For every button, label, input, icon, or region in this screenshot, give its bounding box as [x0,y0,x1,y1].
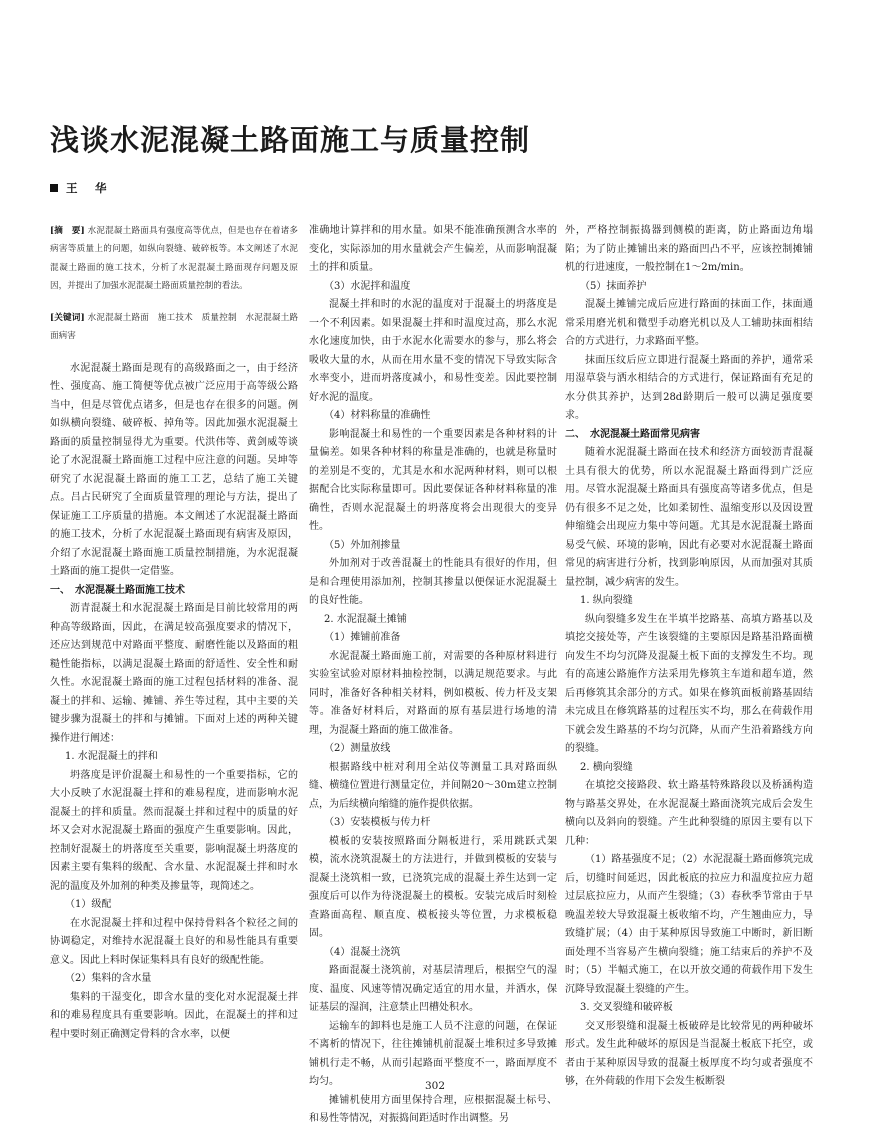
body-paragraph: 影响混凝土和易性的一个重要因素是各种材料的计量偏差。如果各种材料的称量是准确的，也就是称量时的差别是不变的，尤其是水和水泥两种材料，则可以根据配合比实际称量即可。因此要保证各种材料称量的准确性，否则水泥混凝土的坍落度将会出现很大的变异性。 [309,428,557,532]
body-paragraph: 集料的干湿变化，即含水量的变化对水泥混凝土拌和的难易程度具有重要影响。因此，在混凝土的拌和过程中要时刻正确测定骨料的含水率，以便 [50,991,298,1040]
page-number: 302 [424,1080,446,1092]
column-3-body [565,222,813,1092]
body-paragraph: 路面混凝土浇筑前，对基层清理后，根据空气的湿度、温度、风速等情况确定适宜的用水量，并洒水，保证基层的湿润，注意禁止凹槽处积水。 [309,965,557,1013]
column-1 [50,222,298,1044]
subsection-heading: （3）水泥拌和温度 [324,280,411,292]
body-paragraph: 外，严格控制振捣器到侧模的距离，防止路面边角塌陷；为了防止摊铺出来的路面凹凸不平，应该控制摊铺机的行进速度，一般控制在1～2m/min。 [565,225,813,273]
subsection-heading: 2. 横向裂缝 [580,761,633,773]
author-line [50,180,110,196]
body-paragraph: 外加剂对于改善混凝土的性能具有很好的作用，但是和合理使用添加剂，控制其掺量以便保证水泥混凝土的良好性能。 [309,558,557,606]
subsection-heading: （3）安装模板与传力杆 [324,817,431,828]
keywords [50,309,298,346]
subsection-heading: （2）集料的含水量 [65,973,152,985]
subsection-heading: 3. 交叉裂缝和破碎板 [580,1002,673,1013]
column-1-body [50,360,298,1045]
body-paragraph: 根据路线中桩对利用全站仪等测量工具对路面纵缝、横缝位置进行测量定位，并间隔20～30m建立控制点，为后续横向缩缝的施作提供依据。 [309,761,557,810]
subsection-heading: （2）测量放线 [324,743,391,754]
body-paragraph: 运输车的卸料也是施工人员不注意的问题，在保证不离析的情况下，往往摊铺机前混凝土堆积过多导致摊铺机行走不畅，从而引起路面平整度不一，路面厚度不均匀。 [309,1020,557,1087]
subsection-heading: （1）级配 [65,899,112,911]
abstract [50,222,298,295]
subsection-heading: （4）混凝土浇筑 [324,946,401,958]
subsection-heading: 2. 水泥混凝土摊铺 [324,613,407,625]
subsection-heading: （5）外加剂掺量 [324,539,401,551]
article-title: 浅谈水泥混凝土路面施工与质量控制 [50,123,531,157]
body-paragraph: 混凝土拌和时的水泥的温度对于混凝土的坍落度是一个不利因素。如果混凝土拌和时温度过高，那么水泥水化速度加快，由于水泥水化需要水的参与，那么将会吸收大量的水，从而在用水量不变的情况下导致实际含水率变小，进而坍落度减小，和易性变差。因此要控制好水泥的温度。 [309,299,557,403]
subsection-heading: （5）抹面养护 [580,280,647,292]
body-paragraph: 坍落度是评价混凝土和易性的一个重要指标，它的大小反映了水泥混凝土拌和的难易程度，进而影响水泥混凝土的拌和质量。然而混凝土拌和过程中的质量的好坏又会对水泥混凝土路面的强度产生重要影响。因此，控制好混凝土的坍落度至关重要，影响混凝土坍落度的因素主要有集料的级配、含水量、水泥混凝土拌和时水泥的温度及外加剂的种类及掺量等，现简述之。 [50,769,298,892]
body-paragraph: 沥青混凝土和水泥混凝土路面是目前比较常用的两种高等级路面，因此，在满足较高强度要求的情况下，还应达到规范中对路面平整度、耐磨性能以及路面的粗糙性能指标，以满足混凝土路面的舒适性、安全性和耐久性。水泥混凝土路面的施工过程包括材料的准备、混凝土的拌和、运输、摊铺、养生等过程，其中主要的关键步骤为混凝土的拌和与摊铺。下面对上述的两种关键操作进行阐述： [50,603,298,744]
abstract-text: 水泥混凝土路面具有强度高等优点，但是也存在着诸多病害等质量上的问题，如纵向裂缝、破碎板等。本文阐述了水泥混凝土路面的施工技术，分析了水泥混凝土路面现存问题及原因，并提出了加强水泥混凝土路面质量控制的看法。 [50,226,298,291]
body-paragraph: 摊铺机使用方面里保持合理，应根据混凝土标号、和易性等情况，对振捣间距适时作出调整。另 [309,1094,557,1124]
column-2-body [309,222,557,1129]
body-paragraph: 混凝土摊铺完成后应进行路面的抹面工作，抹面通常采用磨光机和微型手动磨光机以及人工辅助抹面相结合的方式进行，力求路面平整。 [565,299,813,347]
body-paragraph: 交叉形裂缝和混凝土板破碎是比较常见的两种破坏形式。发生此种破坏的原因是当混凝土板底下托空，或者由于某种原因导致的混凝土板厚度不均匀或者强度不够，在外荷载的作用下会发生板断裂 [565,1020,813,1087]
keywords-label: [关键词] [50,313,85,324]
column-2 [309,222,557,1129]
body-paragraph: 在水泥混凝土拌和过程中保持骨料各个粒径之间的协调稳定，对维持水泥混凝土良好的和易性能具有重要意义。因此上料时保证集料具有良好的级配性能。 [50,917,298,966]
body-paragraph: 纵向裂缝多发生在半填半挖路基、高填方路基以及填挖交接处等，产生该裂缝的主要原因是路基沿路面横向发生不均匀沉降及混凝土板下面的支撑发生不均。现有的高速公路施作方法采用先修筑主车道和超车道，然后再修筑其余部分的方式。如果在修筑面板前路基固结未完成且在修筑路基的过程压实不均，那么在荷载作用下就会发生路基的不均匀沉降，从而产生沿着路线方向的裂缝。 [565,613,813,754]
subsection-heading: 1. 水泥混凝土的拌和 [65,751,158,763]
subsection-heading: （4）材料称量的准确性 [324,410,431,421]
column-3 [565,222,813,1092]
body-paragraph: （1）路基强度不足；（2）水泥混凝土路面修筑完成后，切缝时间延迟，因此板底的拉应力和温度拉应力超过层底拉应力，从而产生裂缝；（3）春秋季节常由于早晚温差较大导致混凝土板收缩不均，产生翘曲应力，导致缝扩展；（4）由于某种原因导致施工中断时，新旧断面处理不当容易产生横向裂缝；施工结束后的养护不及时；（5）半幅式施工，在以开放交通的荷载作用下发生沉降导致混凝土裂缝的产生。 [565,854,813,995]
keywords-text: 水泥混凝土路面 施工技术 质量控制 水泥混凝土路面病害 [50,313,298,342]
body-paragraph: 准确地计算拌和的用水量。如果不能准确预测含水率的变化，实际添加的用水量就会产生偏差，从而影响混凝土的拌和质量。 [309,225,557,273]
spacer [50,346,298,360]
body-paragraph: 模板的安装按照路面分隔板进行，采用跳跃式架模，流水浇筑混凝土的方法进行，并做到模板的安装与混凝土浇筑相一致，已浇筑完成的混凝土养生达到一定强度后可以作为待浇混凝土的模板。安装完成后时刻检查路面高程、顺直度、模板接头等位置，力求模板稳固。 [309,835,557,939]
subsection-heading: （1）摊铺前准备 [324,632,401,643]
body-paragraph: 水泥混凝土路面是现有的高级路面之一，由于经济性、强度高、施工简便等优点被广泛应用于高等级公路当中，但是尽管优点诸多，但是也存在很多的问题。例如纵横向裂缝、破碎板、掉角等。因此加强水泥混凝土路面的质量控制显得尤为重要。代洪伟等、黄剑威等谈论了水泥混凝土路面施工过程中应注意的问题。吴坤等研究了水泥混凝土路面的施工工艺，总结了施工关键点。吕占民研究了全面质量管理的理论与方法，提出了保证施工工序质量的措施。本文阐述了水泥混凝土路面的施工技术，分析了水泥混凝土路面现有病害及原因，介绍了水泥混凝土路面施工质量控制措施，为水泥混凝土路面的施工提供一定借鉴。 [50,362,298,578]
body-paragraph: 抹面压纹后应立即进行混凝土路面的养护，通常采用湿草袋与洒水相结合的方式进行，保证路面有充足的水分供其养护，达到28d龄期后一般可以满足强度要求。 [565,354,813,421]
section-heading: 二、 水泥混凝土路面常见病害 [565,428,700,440]
body-paragraph: 在填挖交接路段、软土路基特殊路段以及桥涵构造物与路基交界处，在水泥混凝土路面浇筑完成后会发生横向以及斜向的裂缝。产生此种裂缝的原因主要有以下几种： [565,780,813,847]
body-paragraph: 水泥混凝土路面施工前，对需要的各种原材料进行实验室试验对原材料抽检控制，以满足规范要求。与此同时，准备好各种相关材料，例如模板、传力杆及支架等。准备好材料后，对路面的原有基层进行场地的清理，为混凝土路面的施工做准备。 [309,650,557,736]
section-heading: 一、 水泥混凝土路面施工技术 [50,584,185,596]
square-bullet-icon [50,184,58,192]
author-name: 王 华 [66,181,110,195]
body-paragraph: 随着水泥混凝土路面在技术和经济方面较沥青混凝土具有很大的优势，所以水泥混凝土路面得到广泛应用。尽管水泥混凝土路面具有强度高等诸多优点，但是仍有很多不足之处，比如柔韧性、温缩变形以及因设置伸缩缝会出现应力集中等问题。尤其是水泥混凝土路面易受气候、环境的影响，因此有必要对水泥混凝土路面常见的病害进行分析，找到影响原因，从而加强对其质量控制，减少病害的发生。 [565,447,813,588]
abstract-label: [摘 要] [50,226,85,236]
subsection-heading: 1. 纵向裂缝 [580,595,633,606]
